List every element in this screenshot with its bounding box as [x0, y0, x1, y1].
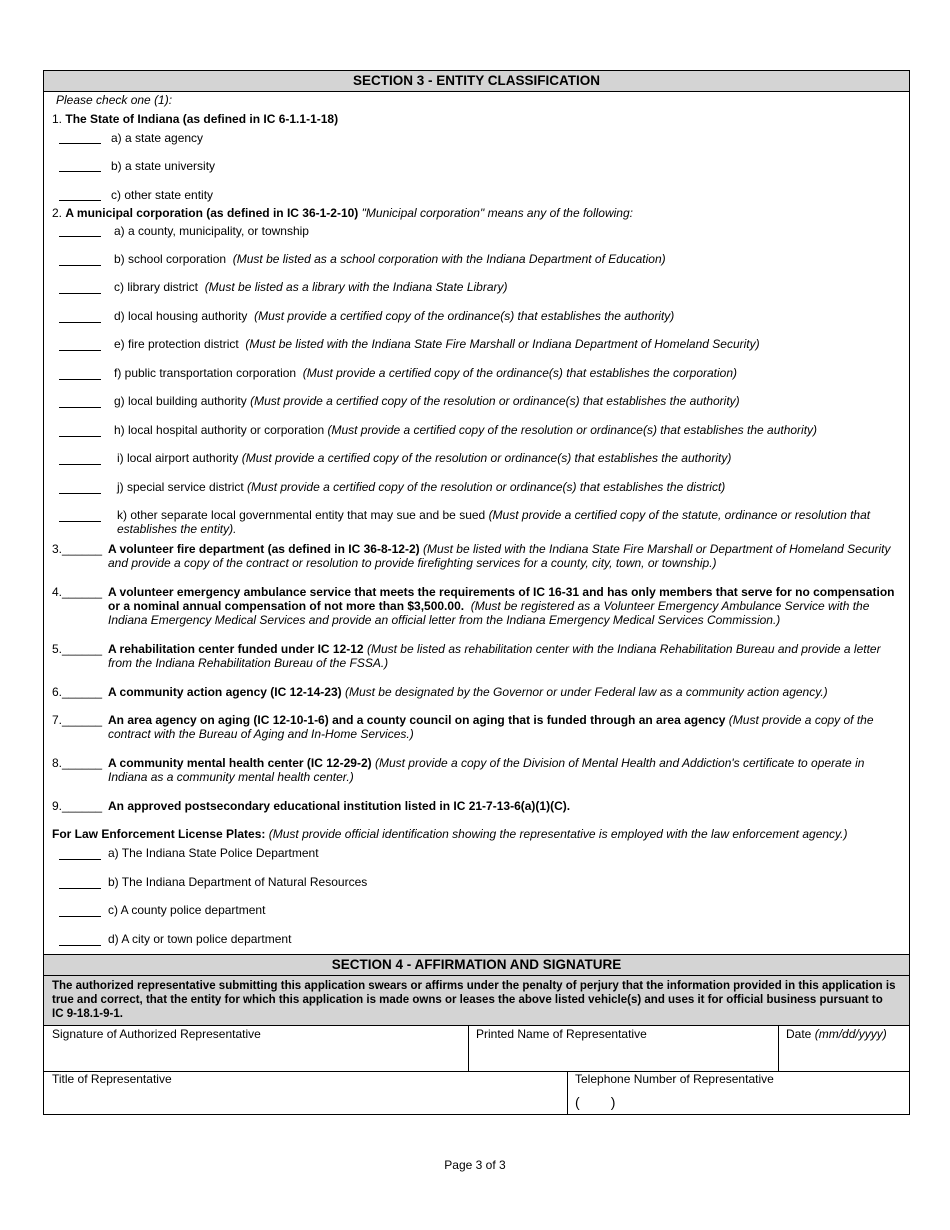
law-heading: For Law Enforcement License Plates: (Must provide official identification showing the representative is employed with the law enforcement agency.) — [52, 827, 848, 841]
checkbox-line-2f[interactable] — [59, 379, 101, 380]
law-item-c: c) A county police department — [108, 903, 266, 917]
checkbox-line-1c[interactable] — [59, 200, 101, 201]
signature-label: Signature of Authorized Representative — [52, 1027, 261, 1041]
group1-item-b: b) a state university — [111, 159, 216, 173]
checkbox-line-2a[interactable] — [59, 236, 101, 237]
item-3-number[interactable]: 3.______ — [52, 542, 103, 556]
group2-item-e: e) fire protection district (Must be listed with the Indiana State Fire Marshall or Indiana Department of Homeland Security) — [114, 337, 760, 351]
form-frame — [43, 70, 910, 1115]
checkbox-line-2h[interactable] — [59, 436, 101, 437]
checkbox-line-law-a[interactable] — [59, 859, 101, 860]
item-5-text: A rehabilitation center funded under IC 12-12 (Must be listed as rehabilitation center with the Indiana Rehabilitation Bureau and provide a letter from the Indiana Rehabilitation Bureau of the FSSA.) — [108, 642, 881, 670]
item-6-text: A community action agency (IC 12-14-23) (Must be designated by the Governor or under Federal law as a community action agency.) — [108, 685, 828, 699]
checkbox-line-1a[interactable] — [59, 143, 101, 144]
group2-item-k: k) other separate local governmental entity that may sue and be sued (Must provide a certified copy of the statute, ordinance or resolution that establishes the entity). — [117, 508, 871, 536]
checkbox-line-2d[interactable] — [59, 322, 101, 323]
group2-item-c: c) library district (Must be listed as a library with the Indiana State Library) — [114, 280, 508, 294]
group2-item-f: f) public transportation corporation (Must provide a certified copy of the ordinance(s) that establishes the corporation) — [114, 366, 738, 380]
phone-label: Telephone Number of Representative — [575, 1072, 774, 1086]
item-7-text: An area agency on aging (IC 12-10-1-6) and a county council on aging that is funded through an area agency (Must provide a copy of the contract with the Bureau of Aging and In-Home Services.) — [108, 713, 874, 741]
checkbox-line-law-d[interactable] — [59, 945, 101, 946]
group2-heading: 2. A municipal corporation (as defined in IC 36-1-2-10) "Municipal corporation" means any of the following: — [52, 206, 633, 220]
group2-item-b: b) school corporation (Must be listed as a school corporation with the Indiana Department of Education) — [114, 252, 666, 266]
title-label: Title of Representative — [52, 1072, 172, 1086]
checkbox-line-law-c[interactable] — [59, 916, 101, 917]
item-4-text: A volunteer emergency ambulance service that meets the requirements of IC 16-31 and has only members that serve for no compensation or a nominal annual compensation of not more than $3,500.00. (Must be registered as a Volunteer Emergency Ambulance Service with the Indiana Emergency Medical Services and provide an official letter from the Indiana Emergency Medical Services Commission.) — [108, 585, 895, 627]
checkbox-line-2b[interactable] — [59, 265, 101, 266]
checkbox-line-2g[interactable] — [59, 407, 101, 408]
group2-item-h: h) local hospital authority or corporation (Must provide a certified copy of the resolution or ordinance(s) that establishes the authority) — [114, 423, 818, 437]
affirmation-box — [44, 976, 909, 1026]
item-9-text: An approved postsecondary educational institution listed in IC 21-7-13-6(a)(1)(C). — [108, 799, 571, 813]
divider — [468, 1026, 469, 1071]
item-3-text: A volunteer fire department (as defined in IC 36-8-12-2) (Must be listed with the Indiana State Fire Marshall or Department of Homeland Security and provide a copy of the contract or resolution to provide firefighting services for a county, city, town, or township.) — [108, 542, 891, 570]
law-item-d: d) A city or town police department — [108, 932, 292, 946]
row-divider — [44, 1071, 909, 1072]
group2-item-a: a) a county, municipality, or township — [114, 224, 309, 238]
group2-item-i: i) local airport authority (Must provide a certified copy of the resolution or ordinance(s) that establishes the authority) — [117, 451, 732, 465]
item-9-number[interactable]: 9.______ — [52, 799, 103, 813]
item-8-text: A community mental health center (IC 12-29-2) (Must provide a copy of the Division of Mental Health and Addiction's certificate to operate in Indiana as a community mental health center.) — [108, 756, 865, 784]
group2-item-j: j) special service district (Must provide a certified copy of the resolution or ordinance(s) that establishes the district) — [117, 480, 726, 494]
date-field[interactable] — [780, 1043, 908, 1069]
checkbox-line-2i[interactable] — [59, 464, 101, 465]
checkbox-line-2e[interactable] — [59, 350, 101, 351]
section3-title: SECTION 3 - ENTITY CLASSIFICATION — [44, 71, 909, 92]
group2-item-d: d) local housing authority (Must provide a certified copy of the ordinance(s) that establishes the authority) — [114, 309, 675, 323]
checkbox-line-2k[interactable] — [59, 521, 101, 522]
phone-field[interactable]: ( ) — [575, 1094, 616, 1110]
printed-name-field[interactable] — [470, 1043, 775, 1069]
signature-field[interactable] — [45, 1043, 465, 1069]
title-field[interactable] — [45, 1088, 565, 1114]
checkbox-line-2c[interactable] — [59, 293, 101, 294]
divider — [567, 1071, 568, 1115]
checkbox-line-2j[interactable] — [59, 493, 101, 494]
printed-name-label: Printed Name of Representative — [476, 1027, 647, 1041]
item-7-number[interactable]: 7.______ — [52, 713, 103, 727]
group1-item-a: a) a state agency — [111, 131, 204, 145]
checkbox-line-law-b[interactable] — [59, 888, 101, 889]
section4-title: SECTION 4 - AFFIRMATION AND SIGNATURE — [44, 954, 909, 976]
divider — [778, 1026, 779, 1071]
instruction: Please check one (1): — [56, 93, 173, 107]
item-8-number[interactable]: 8.______ — [52, 756, 103, 770]
group1-item-c: c) other state entity — [111, 188, 214, 202]
group1-heading: 1. The State of Indiana (as defined in IC 6-1.1-1-18) — [52, 112, 339, 126]
law-item-b: b) The Indiana Department of Natural Resources — [108, 875, 368, 889]
date-label: Date (mm/dd/yyyy) — [786, 1027, 887, 1041]
item-4-number[interactable]: 4.______ — [52, 585, 103, 599]
checkbox-line-1b[interactable] — [59, 171, 101, 172]
item-5-number[interactable]: 5.______ — [52, 642, 103, 656]
law-item-a: a) The Indiana State Police Department — [108, 846, 319, 860]
page-number: Page 3 of 3 — [444, 1158, 506, 1172]
affirmation-statement: The authorized representative submitting this application swears or affirms under the penalty of perjury that the information provided in this application is true and correct, that the entity for which this application is made owns or leases the above listed vehicle(s) and uses it for official business pursuant to IC 9-18.1-9-1. — [52, 980, 896, 1020]
item-6-number[interactable]: 6.______ — [52, 685, 103, 699]
group2-item-g: g) local building authority (Must provide a certified copy of the resolution or ordinance(s) that establishes the authority) — [114, 394, 740, 408]
